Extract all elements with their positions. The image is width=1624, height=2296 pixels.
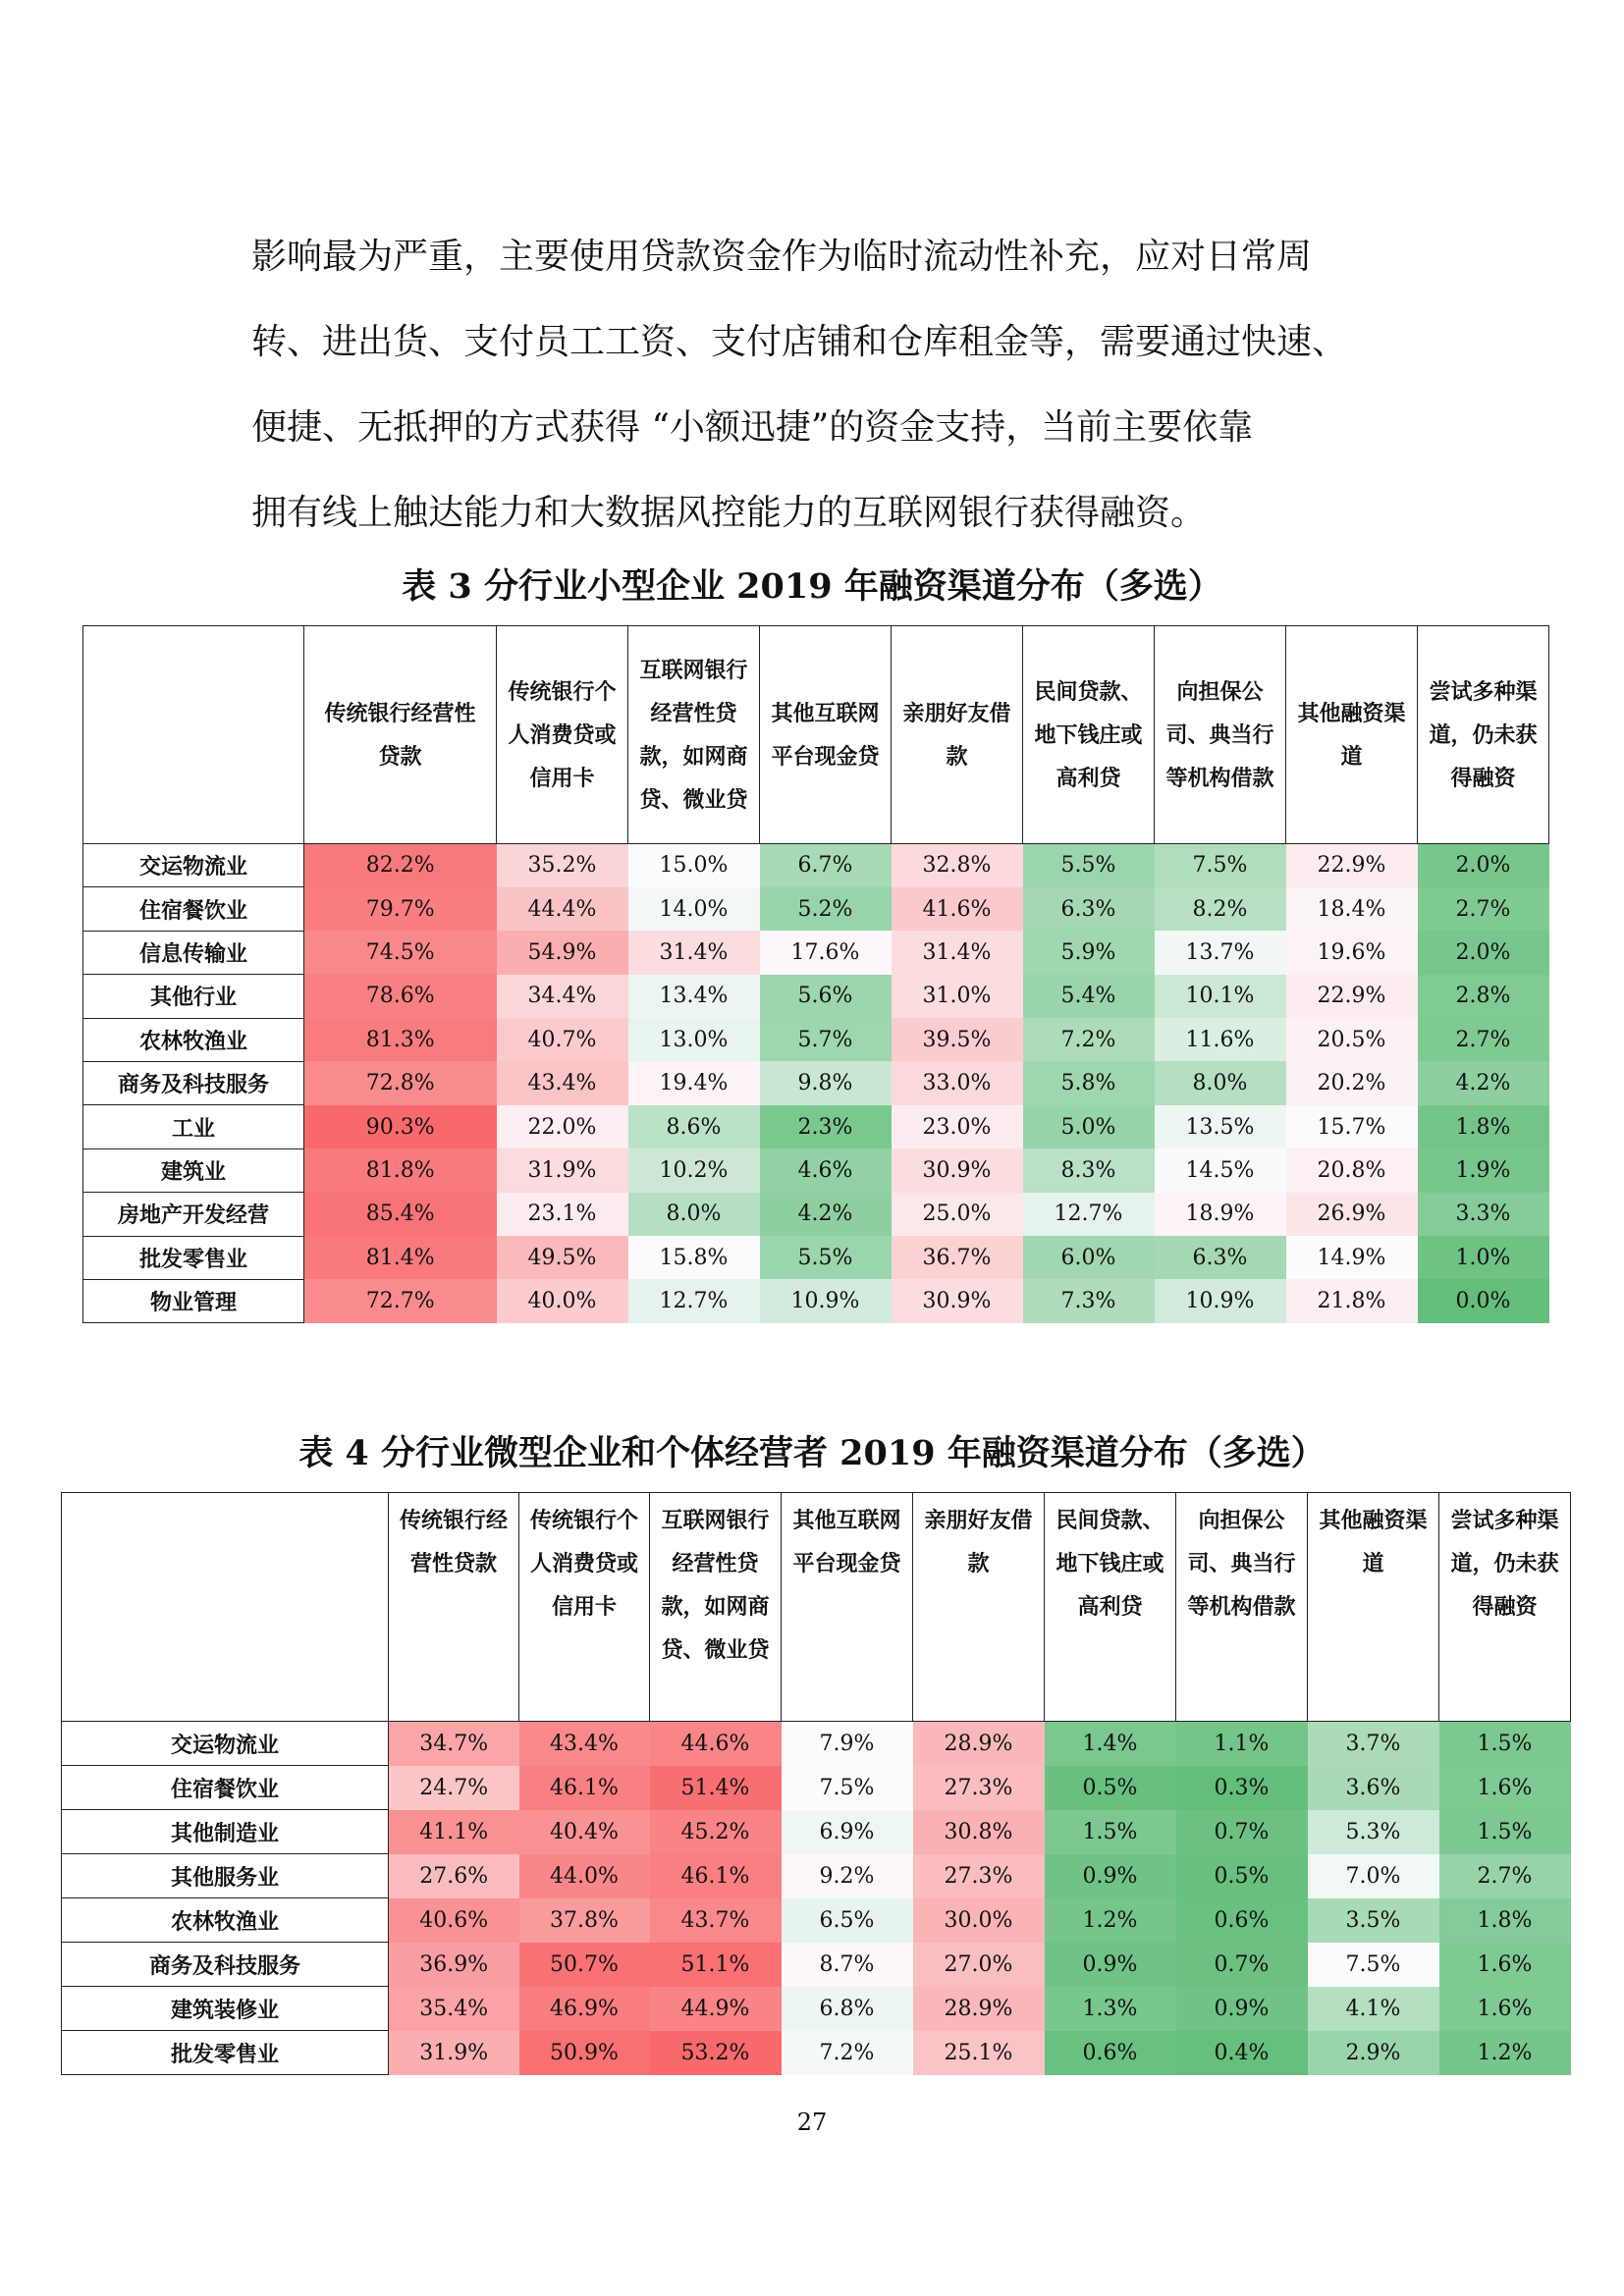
value-cell: 6.5% <box>782 1898 913 1943</box>
value-cell: 8.3% <box>1023 1148 1155 1192</box>
value-cell: 27.0% <box>913 1943 1045 1987</box>
value-cell: 53.2% <box>650 2031 782 2075</box>
row-label: 其他行业 <box>83 975 304 1018</box>
paragraph-line: 影响最为严重，主要使用贷款资金作为临时流动性补充，应对日常周 <box>251 237 1313 277</box>
value-cell: 0.6% <box>1176 1898 1308 1943</box>
value-cell: 40.0% <box>497 1279 628 1322</box>
value-cell: 82.2% <box>304 844 497 887</box>
value-cell: 1.0% <box>1418 1236 1549 1279</box>
column-header: 互联网银行经营性贷款，如网商贷、微业贷 <box>628 626 760 844</box>
value-cell: 8.0% <box>628 1193 760 1236</box>
value-cell: 45.2% <box>650 1810 782 1854</box>
value-cell: 37.8% <box>519 1898 650 1943</box>
row-label: 农林牧渔业 <box>83 1018 304 1061</box>
value-cell: 35.2% <box>497 844 628 887</box>
value-cell: 31.4% <box>628 931 760 974</box>
row-label: 住宿餐饮业 <box>62 1766 389 1810</box>
row-label: 批发零售业 <box>62 2031 389 2075</box>
value-cell: 72.8% <box>304 1061 497 1104</box>
value-cell: 81.4% <box>304 1236 497 1279</box>
value-cell: 5.8% <box>1023 1061 1155 1104</box>
value-cell: 10.2% <box>628 1148 760 1192</box>
value-cell: 44.9% <box>650 1987 782 2031</box>
value-cell: 9.2% <box>782 1854 913 1898</box>
value-cell: 34.7% <box>389 1722 519 1766</box>
value-cell: 50.7% <box>519 1943 650 1987</box>
table-row <box>83 1061 1549 1104</box>
value-cell: 0.7% <box>1176 1943 1308 1987</box>
value-cell: 0.5% <box>1176 1854 1308 1898</box>
value-cell: 2.0% <box>1418 844 1549 887</box>
value-cell: 36.9% <box>389 1943 519 1987</box>
table-row <box>62 1766 1571 1810</box>
value-cell: 2.7% <box>1439 1854 1571 1898</box>
value-cell: 31.9% <box>497 1148 628 1192</box>
value-cell: 5.6% <box>760 975 892 1018</box>
body-paragraph <box>251 214 1390 556</box>
value-cell: 39.5% <box>892 1018 1023 1061</box>
value-cell: 0.4% <box>1176 2031 1308 2075</box>
table-row <box>62 2031 1571 2075</box>
value-cell: 1.1% <box>1176 1722 1308 1766</box>
row-label: 建筑业 <box>83 1148 304 1192</box>
value-cell: 18.4% <box>1286 887 1418 931</box>
value-cell: 36.7% <box>892 1236 1023 1279</box>
column-header: 传统银行经营性贷款 <box>304 626 497 844</box>
value-cell: 3.5% <box>1308 1898 1439 1943</box>
value-cell: 79.7% <box>304 887 497 931</box>
value-cell: 4.1% <box>1308 1987 1439 2031</box>
table-row <box>83 1193 1549 1236</box>
value-cell: 34.4% <box>497 975 628 1018</box>
column-header: 民间贷款、地下钱庄或高利贷 <box>1023 626 1155 844</box>
value-cell: 40.4% <box>519 1810 650 1854</box>
value-cell: 20.5% <box>1286 1018 1418 1061</box>
value-cell: 46.1% <box>650 1854 782 1898</box>
column-header: 亲朋好友借款 <box>913 1493 1045 1722</box>
value-cell: 13.0% <box>628 1018 760 1061</box>
value-cell: 44.0% <box>519 1854 650 1898</box>
row-label: 信息传输业 <box>83 931 304 974</box>
row-label: 物业管理 <box>83 1279 304 1322</box>
value-cell: 44.4% <box>497 887 628 931</box>
column-header: 尝试多种渠道，仍未获得融资 <box>1418 626 1549 844</box>
value-cell: 44.6% <box>650 1722 782 1766</box>
value-cell: 43.4% <box>497 1061 628 1104</box>
value-cell: 23.1% <box>497 1193 628 1236</box>
value-cell: 2.0% <box>1418 931 1549 974</box>
value-cell: 7.2% <box>782 2031 913 2075</box>
value-cell: 1.9% <box>1418 1148 1549 1192</box>
value-cell: 7.5% <box>782 1766 913 1810</box>
value-cell: 25.0% <box>892 1193 1023 1236</box>
value-cell: 15.7% <box>1286 1105 1418 1148</box>
value-cell: 6.8% <box>782 1987 913 2031</box>
value-cell: 5.3% <box>1308 1810 1439 1854</box>
value-cell: 32.8% <box>892 844 1023 887</box>
column-header: 向担保公司、典当行等机构借款 <box>1176 1493 1308 1722</box>
value-cell: 15.8% <box>628 1236 760 1279</box>
value-cell: 11.6% <box>1155 1018 1286 1061</box>
column-header: 其他融资渠道 <box>1308 1493 1439 1722</box>
value-cell: 10.9% <box>1155 1279 1286 1322</box>
value-cell: 51.1% <box>650 1943 782 1987</box>
table-row <box>83 887 1549 931</box>
row-label: 房地产开发经营 <box>83 1193 304 1236</box>
value-cell: 19.4% <box>628 1061 760 1104</box>
value-cell: 9.8% <box>760 1061 892 1104</box>
value-cell: 2.9% <box>1308 2031 1439 2075</box>
value-cell: 54.9% <box>497 931 628 974</box>
header-corner-cell <box>62 1493 389 1722</box>
value-cell: 14.5% <box>1155 1148 1286 1192</box>
value-cell: 28.9% <box>913 1722 1045 1766</box>
value-cell: 7.9% <box>782 1722 913 1766</box>
value-cell: 5.0% <box>1023 1105 1155 1148</box>
value-cell: 33.0% <box>892 1061 1023 1104</box>
value-cell: 31.9% <box>389 2031 519 2075</box>
value-cell: 2.7% <box>1418 1018 1549 1061</box>
value-cell: 50.9% <box>519 2031 650 2075</box>
value-cell: 74.5% <box>304 931 497 974</box>
value-cell: 5.5% <box>1023 844 1155 887</box>
value-cell: 72.7% <box>304 1279 497 1322</box>
value-cell: 2.7% <box>1418 887 1549 931</box>
column-header: 其他互联网平台现金贷 <box>782 1493 913 1722</box>
value-cell: 5.5% <box>760 1236 892 1279</box>
value-cell: 13.5% <box>1155 1105 1286 1148</box>
row-label: 住宿餐饮业 <box>83 887 304 931</box>
value-cell: 12.7% <box>1023 1193 1155 1236</box>
value-cell: 43.4% <box>519 1722 650 1766</box>
column-header: 其他融资渠道 <box>1286 626 1418 844</box>
value-cell: 22.9% <box>1286 844 1418 887</box>
paragraph-line: 转、进出货、支付员工工资、支付店铺和仓库租金等，需要通过快速、 <box>251 322 1348 362</box>
value-cell: 1.6% <box>1439 1987 1571 2031</box>
value-cell: 0.6% <box>1045 2031 1176 2075</box>
value-cell: 30.9% <box>892 1279 1023 1322</box>
value-cell: 51.4% <box>650 1766 782 1810</box>
value-cell: 7.3% <box>1023 1279 1155 1322</box>
table-row <box>83 1148 1549 1192</box>
value-cell: 5.4% <box>1023 975 1155 1018</box>
value-cell: 43.7% <box>650 1898 782 1943</box>
value-cell: 0.9% <box>1045 1854 1176 1898</box>
value-cell: 0.7% <box>1176 1810 1308 1854</box>
value-cell: 46.1% <box>519 1766 650 1810</box>
value-cell: 4.2% <box>1418 1061 1549 1104</box>
value-cell: 7.5% <box>1155 844 1286 887</box>
value-cell: 0.9% <box>1176 1987 1308 2031</box>
value-cell: 25.1% <box>913 2031 1045 2075</box>
value-cell: 40.6% <box>389 1898 519 1943</box>
column-header: 亲朋好友借款 <box>892 626 1023 844</box>
value-cell: 78.6% <box>304 975 497 1018</box>
value-cell: 6.7% <box>760 844 892 887</box>
value-cell: 1.8% <box>1439 1898 1571 1943</box>
value-cell: 23.0% <box>892 1105 1023 1148</box>
table-row <box>62 1854 1571 1898</box>
value-cell: 13.4% <box>628 975 760 1018</box>
value-cell: 31.4% <box>892 931 1023 974</box>
value-cell: 3.6% <box>1308 1766 1439 1810</box>
column-header: 民间贷款、地下钱庄或高利贷 <box>1045 1493 1176 1722</box>
value-cell: 1.5% <box>1045 1810 1176 1854</box>
table-row <box>83 1236 1549 1279</box>
value-cell: 1.5% <box>1439 1722 1571 1766</box>
value-cell: 17.6% <box>760 931 892 974</box>
value-cell: 1.5% <box>1439 1810 1571 1854</box>
value-cell: 35.4% <box>389 1987 519 2031</box>
value-cell: 0.5% <box>1045 1766 1176 1810</box>
table-row <box>83 1105 1549 1148</box>
value-cell: 0.0% <box>1418 1279 1549 1322</box>
value-cell: 8.0% <box>1155 1061 1286 1104</box>
row-label: 商务及科技服务 <box>83 1061 304 1104</box>
value-cell: 7.0% <box>1308 1854 1439 1898</box>
value-cell: 20.8% <box>1286 1148 1418 1192</box>
value-cell: 1.8% <box>1418 1105 1549 1148</box>
value-cell: 20.2% <box>1286 1061 1418 1104</box>
column-header: 互联网银行经营性贷款，如网商贷、微业贷 <box>650 1493 782 1722</box>
value-cell: 5.2% <box>760 887 892 931</box>
row-label: 农林牧渔业 <box>62 1898 389 1943</box>
row-label: 建筑装修业 <box>62 1987 389 2031</box>
page-number: 27 <box>796 2109 828 2136</box>
table4-heatmap <box>61 1492 1571 2075</box>
value-cell: 21.8% <box>1286 1279 1418 1322</box>
value-cell: 81.8% <box>304 1148 497 1192</box>
value-cell: 10.1% <box>1155 975 1286 1018</box>
value-cell: 0.3% <box>1176 1766 1308 1810</box>
value-cell: 3.3% <box>1418 1193 1549 1236</box>
value-cell: 4.6% <box>760 1148 892 1192</box>
row-label: 其他服务业 <box>62 1854 389 1898</box>
table-row <box>62 1810 1571 1854</box>
value-cell: 1.6% <box>1439 1943 1571 1987</box>
value-cell: 4.2% <box>760 1193 892 1236</box>
column-header: 传统银行个人消费贷或信用卡 <box>519 1493 650 1722</box>
value-cell: 41.6% <box>892 887 1023 931</box>
value-cell: 6.9% <box>782 1810 913 1854</box>
column-header: 其他互联网平台现金贷 <box>760 626 892 844</box>
header-corner-cell <box>83 626 304 844</box>
value-cell: 31.0% <box>892 975 1023 1018</box>
row-label: 工业 <box>83 1105 304 1148</box>
value-cell: 2.8% <box>1418 975 1549 1018</box>
value-cell: 7.2% <box>1023 1018 1155 1061</box>
value-cell: 13.7% <box>1155 931 1286 974</box>
row-label: 其他制造业 <box>62 1810 389 1854</box>
value-cell: 30.9% <box>892 1148 1023 1192</box>
table-row <box>83 931 1549 974</box>
column-header: 传统银行个人消费贷或信用卡 <box>497 626 628 844</box>
value-cell: 90.3% <box>304 1105 497 1148</box>
row-label: 批发零售业 <box>83 1236 304 1279</box>
paragraph-line: 拥有线上触达能力和大数据风控能力的互联网银行获得融资。 <box>251 493 1207 533</box>
value-cell: 12.7% <box>628 1279 760 1322</box>
value-cell: 8.6% <box>628 1105 760 1148</box>
value-cell: 30.0% <box>913 1898 1045 1943</box>
value-cell: 0.9% <box>1045 1943 1176 1987</box>
value-cell: 41.1% <box>389 1810 519 1854</box>
value-cell: 28.9% <box>913 1987 1045 2031</box>
row-label: 交运物流业 <box>62 1722 389 1766</box>
value-cell: 19.6% <box>1286 931 1418 974</box>
table3-heatmap <box>82 625 1549 1323</box>
row-label: 商务及科技服务 <box>62 1943 389 1987</box>
value-cell: 10.9% <box>760 1279 892 1322</box>
value-cell: 85.4% <box>304 1193 497 1236</box>
table-row <box>62 1722 1571 1766</box>
value-cell: 2.3% <box>760 1105 892 1148</box>
table-row <box>83 1279 1549 1322</box>
column-header: 尝试多种渠道，仍未获得融资 <box>1439 1493 1571 1722</box>
value-cell: 15.0% <box>628 844 760 887</box>
table-row <box>83 844 1549 887</box>
value-cell: 1.3% <box>1045 1987 1176 2031</box>
value-cell: 24.7% <box>389 1766 519 1810</box>
value-cell: 22.0% <box>497 1105 628 1148</box>
value-cell: 5.7% <box>760 1018 892 1061</box>
value-cell: 40.7% <box>497 1018 628 1061</box>
table-row <box>62 1943 1571 1987</box>
value-cell: 3.7% <box>1308 1722 1439 1766</box>
value-cell: 14.9% <box>1286 1236 1418 1279</box>
value-cell: 46.9% <box>519 1987 650 2031</box>
value-cell: 27.6% <box>389 1854 519 1898</box>
column-header: 传统银行经营性贷款 <box>389 1493 519 1722</box>
value-cell: 6.3% <box>1155 1236 1286 1279</box>
table-row <box>83 975 1549 1018</box>
value-cell: 1.2% <box>1045 1898 1176 1943</box>
value-cell: 26.9% <box>1286 1193 1418 1236</box>
paragraph-line: 便捷、无抵押的方式获得 “小额迅捷”的资金支持，当前主要依靠 <box>251 407 1254 448</box>
row-label: 交运物流业 <box>83 844 304 887</box>
value-cell: 8.2% <box>1155 887 1286 931</box>
value-cell: 14.0% <box>628 887 760 931</box>
value-cell: 6.0% <box>1023 1236 1155 1279</box>
value-cell: 18.9% <box>1155 1193 1286 1236</box>
table-row <box>62 1898 1571 1943</box>
value-cell: 1.6% <box>1439 1766 1571 1810</box>
column-header: 向担保公司、典当行等机构借款 <box>1155 626 1286 844</box>
value-cell: 22.9% <box>1286 975 1418 1018</box>
value-cell: 1.2% <box>1439 2031 1571 2075</box>
value-cell: 8.7% <box>782 1943 913 1987</box>
table3-caption: 表 3 分行业小型企业 2019 年融资渠道分布（多选） <box>402 566 1222 607</box>
value-cell: 27.3% <box>913 1854 1045 1898</box>
value-cell: 81.3% <box>304 1018 497 1061</box>
table4-caption: 表 4 分行业微型企业和个体经营者 2019 年融资渠道分布（多选） <box>298 1433 1326 1473</box>
table-row <box>62 1987 1571 2031</box>
value-cell: 6.3% <box>1023 887 1155 931</box>
value-cell: 27.3% <box>913 1766 1045 1810</box>
value-cell: 1.4% <box>1045 1722 1176 1766</box>
value-cell: 5.9% <box>1023 931 1155 974</box>
table-row <box>83 1018 1549 1061</box>
value-cell: 7.5% <box>1308 1943 1439 1987</box>
value-cell: 49.5% <box>497 1236 628 1279</box>
value-cell: 30.8% <box>913 1810 1045 1854</box>
